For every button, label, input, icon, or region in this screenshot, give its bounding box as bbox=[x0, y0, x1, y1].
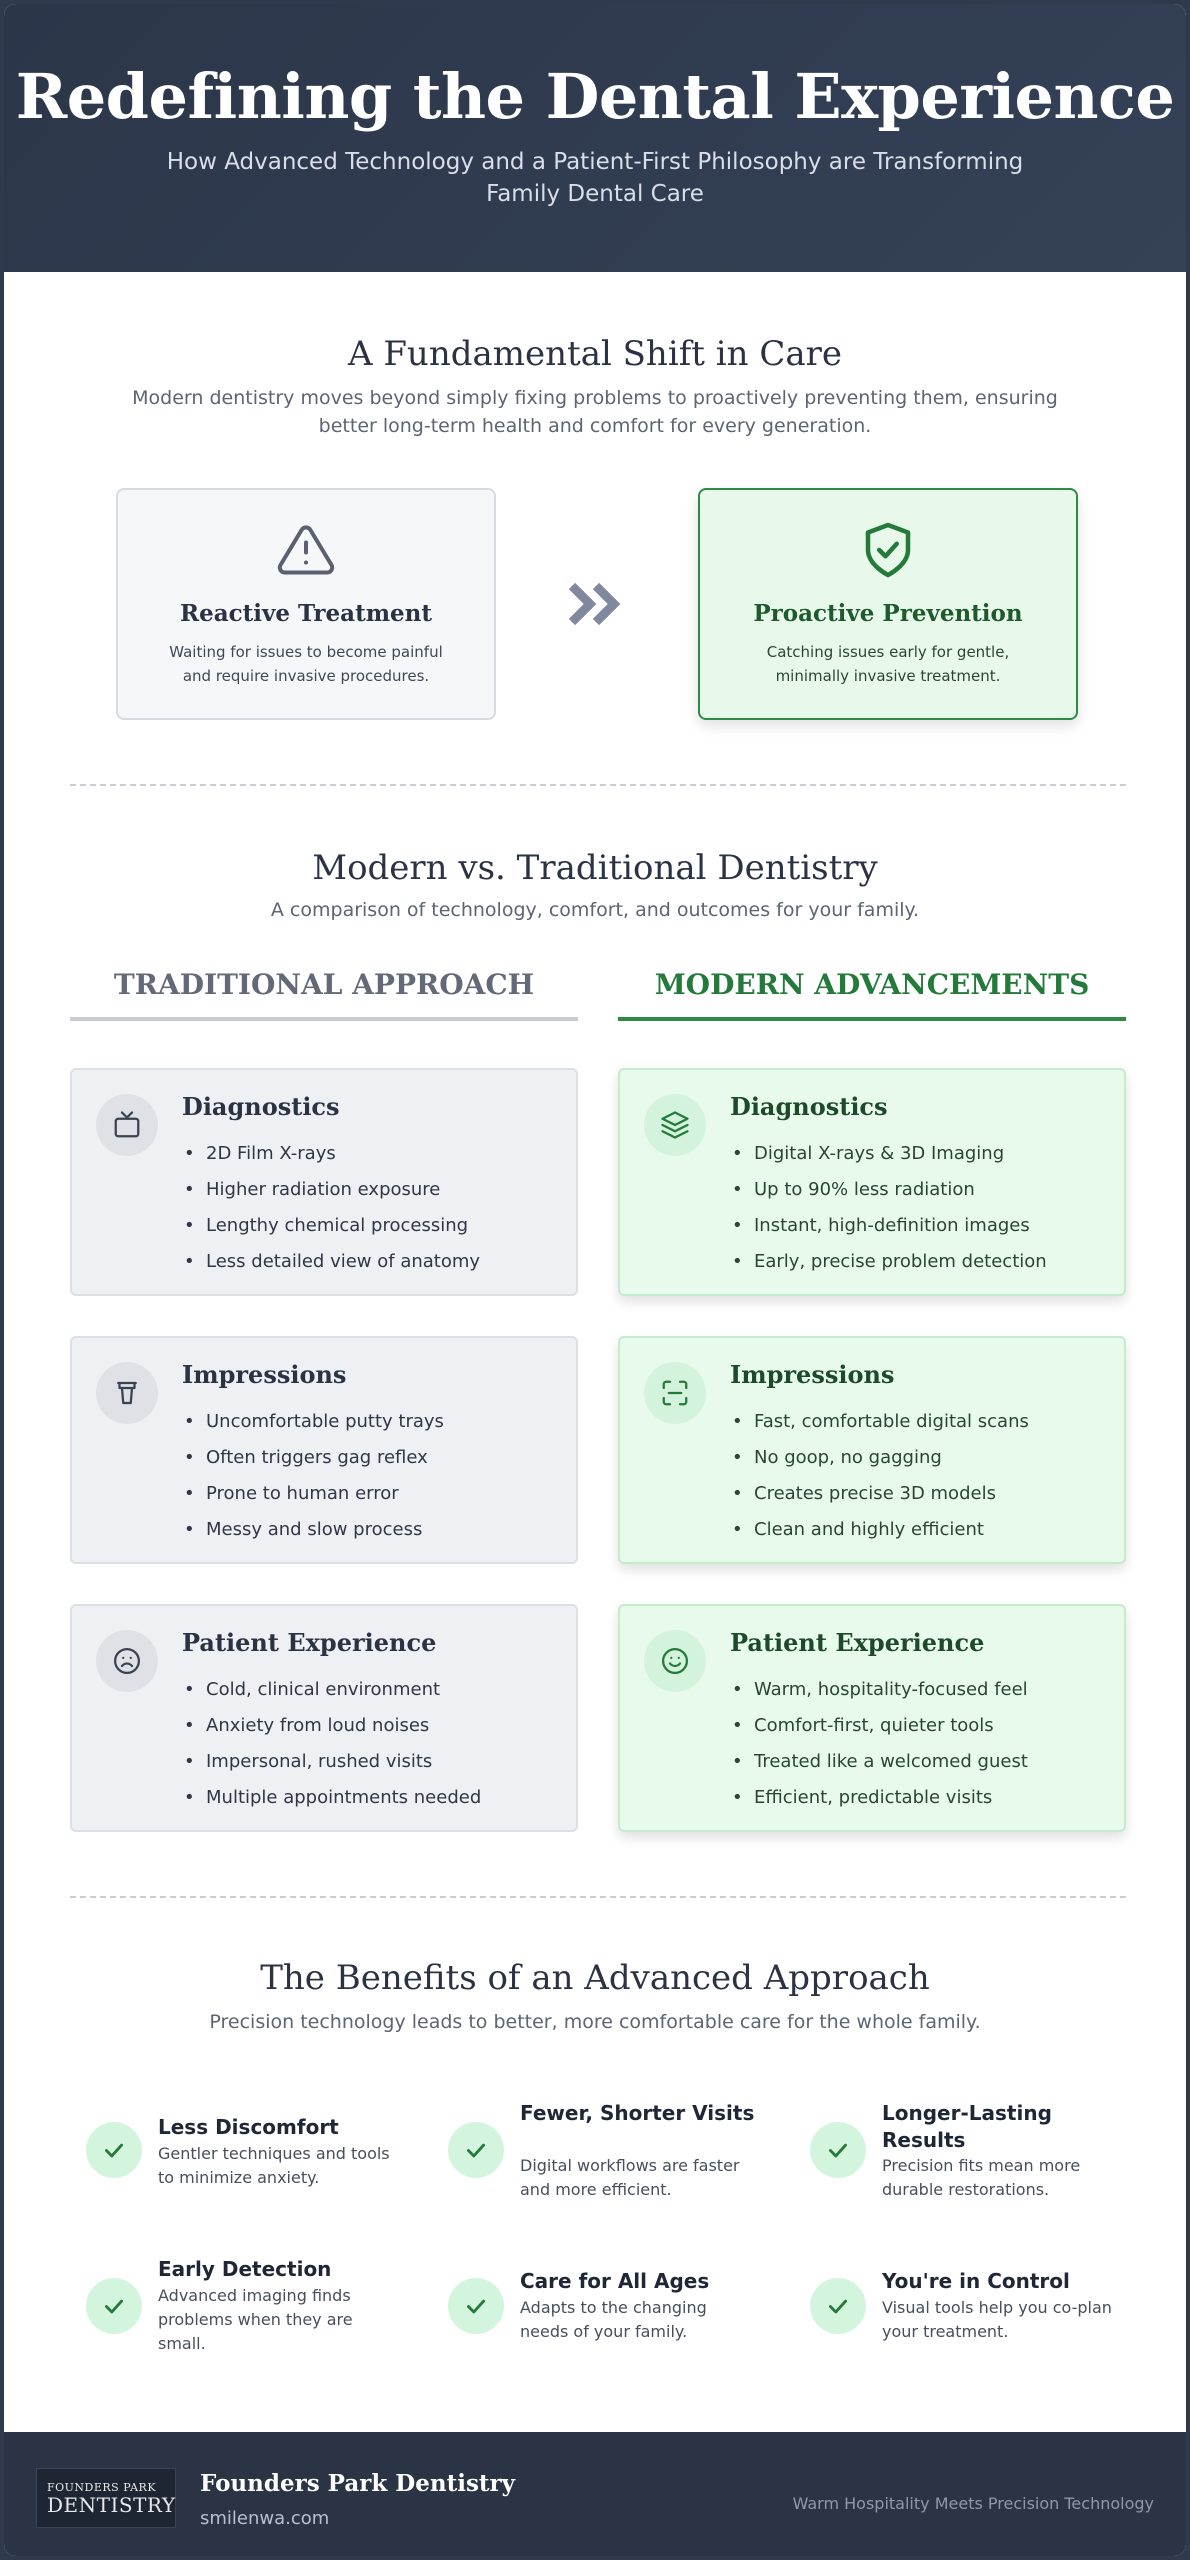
shift-section-description: Modern dentistry moves beyond simply fixing problems to proactively preventing them, ensuring better long-term health and comfort for every generation. bbox=[132, 387, 1058, 437]
comparison-section-title: Modern vs. Traditional Dentistry bbox=[312, 848, 878, 888]
footer-tagline: Warm Hospitality Meets Precision Technology bbox=[792, 2494, 1154, 2513]
check-icon bbox=[448, 2278, 504, 2334]
list-item: • Messy and slow process bbox=[182, 1512, 444, 1548]
card-title: Impressions bbox=[182, 1360, 347, 1389]
card-list bbox=[182, 1136, 480, 1280]
reactive-description: Waiting for issues to become painful and require invasive procedures. bbox=[169, 643, 443, 685]
brand-logo bbox=[36, 2468, 176, 2528]
card-list bbox=[730, 1672, 1028, 1816]
list-item: • 2D Film X-rays bbox=[182, 1136, 480, 1172]
card-list bbox=[182, 1404, 444, 1548]
page-subtitle: How Advanced Technology and a Patient-First Philosophy are Transforming Family Dental Care bbox=[166, 149, 1024, 207]
list-item: • Early, precise problem detection bbox=[730, 1244, 1047, 1280]
website-link[interactable]: smilenwa.com bbox=[200, 2508, 330, 2529]
list-item: • Up to 90% less radiation bbox=[730, 1172, 1047, 1208]
list-item: • Anxiety from loud noises bbox=[182, 1708, 481, 1744]
card-title: Diagnostics bbox=[730, 1092, 888, 1121]
benefit-item bbox=[70, 2104, 400, 2224]
traditional-heading: TRADITIONAL APPROACH bbox=[70, 968, 578, 1021]
check-icon bbox=[810, 2278, 866, 2334]
list-item: • Instant, high-definition images bbox=[730, 1208, 1047, 1244]
frown-icon bbox=[96, 1630, 158, 1692]
header bbox=[4, 4, 1186, 272]
list-item: • Often triggers gag reflex bbox=[182, 1440, 444, 1476]
list-item: • Clean and highly efficient bbox=[730, 1512, 1029, 1548]
benefit-description: Precision fits mean more durable restorations. bbox=[882, 2156, 1081, 2199]
benefit-item bbox=[432, 2260, 762, 2380]
benefit-title: Less Discomfort bbox=[158, 2115, 339, 2139]
benefit-description: Gentler techniques and tools to minimize anxiety. bbox=[158, 2144, 390, 2187]
logo-line-1: FOUNDERS PARK bbox=[47, 2480, 157, 2494]
reactive-title: Reactive Treatment bbox=[179, 600, 433, 627]
double-chevron-right-icon bbox=[564, 574, 634, 634]
section-divider bbox=[70, 1896, 1126, 1898]
smile-icon bbox=[644, 1630, 706, 1692]
benefit-item bbox=[794, 2260, 1124, 2380]
benefit-title: You're in Control bbox=[882, 2269, 1070, 2293]
modern-impressions-card bbox=[618, 1336, 1126, 1564]
benefit-item bbox=[794, 2101, 1124, 2224]
logo-line-2: DENTISTRY bbox=[47, 2492, 176, 2517]
check-icon bbox=[86, 2278, 142, 2334]
check-icon bbox=[86, 2122, 142, 2178]
card-title: Patient Experience bbox=[730, 1628, 985, 1657]
proactive-title: Proactive Prevention bbox=[753, 600, 1023, 627]
list-item: • Multiple appointments needed bbox=[182, 1780, 481, 1816]
list-item: • Higher radiation exposure bbox=[182, 1172, 480, 1208]
list-item: • Treated like a welcomed guest bbox=[730, 1744, 1028, 1780]
card-title: Patient Experience bbox=[182, 1628, 437, 1657]
list-item: • Lengthy chemical processing bbox=[182, 1208, 480, 1244]
tv-icon bbox=[96, 1094, 158, 1156]
proactive-prevention-card bbox=[698, 488, 1078, 720]
modern-heading: MODERN ADVANCEMENTS bbox=[618, 968, 1126, 1021]
layers-icon bbox=[644, 1094, 706, 1156]
list-item: • Cold, clinical environment bbox=[182, 1672, 481, 1708]
traditional-patient-experience-card bbox=[70, 1604, 578, 1832]
reactive-treatment-card bbox=[116, 488, 496, 720]
list-item: • Digital X-rays & 3D Imaging bbox=[730, 1136, 1047, 1172]
list-item: • No goop, no gagging bbox=[730, 1440, 1029, 1476]
card-title: Diagnostics bbox=[182, 1092, 340, 1121]
benefit-description: Digital workflows are faster and more efficient. bbox=[520, 2156, 740, 2199]
practice-name: Founders Park Dentistry bbox=[200, 2470, 516, 2497]
list-item: • Creates precise 3D models bbox=[730, 1476, 1029, 1512]
modern-diagnostics-card bbox=[618, 1068, 1126, 1296]
benefit-item bbox=[432, 2101, 762, 2224]
list-item: • Prone to human error bbox=[182, 1476, 444, 1512]
card-list bbox=[730, 1404, 1029, 1548]
benefit-title: Care for All Ages bbox=[520, 2269, 710, 2293]
list-item: • Comfort-first, quieter tools bbox=[730, 1708, 1028, 1744]
benefit-title: Longer-Lasting Results bbox=[882, 2101, 1052, 2152]
warning-triangle-icon bbox=[118, 520, 494, 580]
modern-patient-experience-card bbox=[618, 1604, 1126, 1832]
benefits-section-description: Precision technology leads to better, more comfortable care for the whole family. bbox=[209, 2011, 981, 2033]
check-icon bbox=[810, 2122, 866, 2178]
cup-icon bbox=[96, 1362, 158, 1424]
list-item: • Fast, comfortable digital scans bbox=[730, 1404, 1029, 1440]
benefit-description: Adapts to the changing needs of your family. bbox=[520, 2298, 707, 2341]
benefit-title: Fewer, Shorter Visits bbox=[520, 2101, 755, 2125]
card-list bbox=[730, 1136, 1047, 1280]
benefit-title: Early Detection bbox=[158, 2257, 332, 2281]
benefit-description: Visual tools help you co-plan your treatment. bbox=[882, 2298, 1112, 2341]
list-item: • Uncomfortable putty trays bbox=[182, 1404, 444, 1440]
traditional-impressions-card bbox=[70, 1336, 578, 1564]
list-item: • Efficient, predictable visits bbox=[730, 1780, 1028, 1816]
list-item: • Impersonal, rushed visits bbox=[182, 1744, 481, 1780]
card-list bbox=[182, 1672, 481, 1816]
check-icon bbox=[448, 2122, 504, 2178]
list-item: • Warm, hospitality-focused feel bbox=[730, 1672, 1028, 1708]
footer bbox=[4, 2432, 1186, 2556]
section-divider bbox=[70, 784, 1126, 786]
card-title: Impressions bbox=[730, 1360, 895, 1389]
benefit-item bbox=[70, 2257, 400, 2380]
proactive-description: Catching issues early for gentle, minimally invasive treatment. bbox=[766, 643, 1010, 685]
benefits-section-title: The Benefits of an Advanced Approach bbox=[260, 1958, 930, 1998]
shield-check-icon bbox=[700, 520, 1076, 580]
scan-icon bbox=[644, 1362, 706, 1424]
list-item: • Less detailed view of anatomy bbox=[182, 1244, 480, 1280]
page-title: Redefining the Dental Experience bbox=[15, 60, 1175, 133]
infographic-frame bbox=[2, 2, 1188, 2558]
traditional-diagnostics-card bbox=[70, 1068, 578, 1296]
comparison-section-description: A comparison of technology, comfort, and outcomes for your family. bbox=[270, 899, 920, 921]
shift-section-title: A Fundamental Shift in Care bbox=[347, 334, 842, 374]
benefit-description: Advanced imaging finds problems when they are small. bbox=[158, 2286, 353, 2353]
